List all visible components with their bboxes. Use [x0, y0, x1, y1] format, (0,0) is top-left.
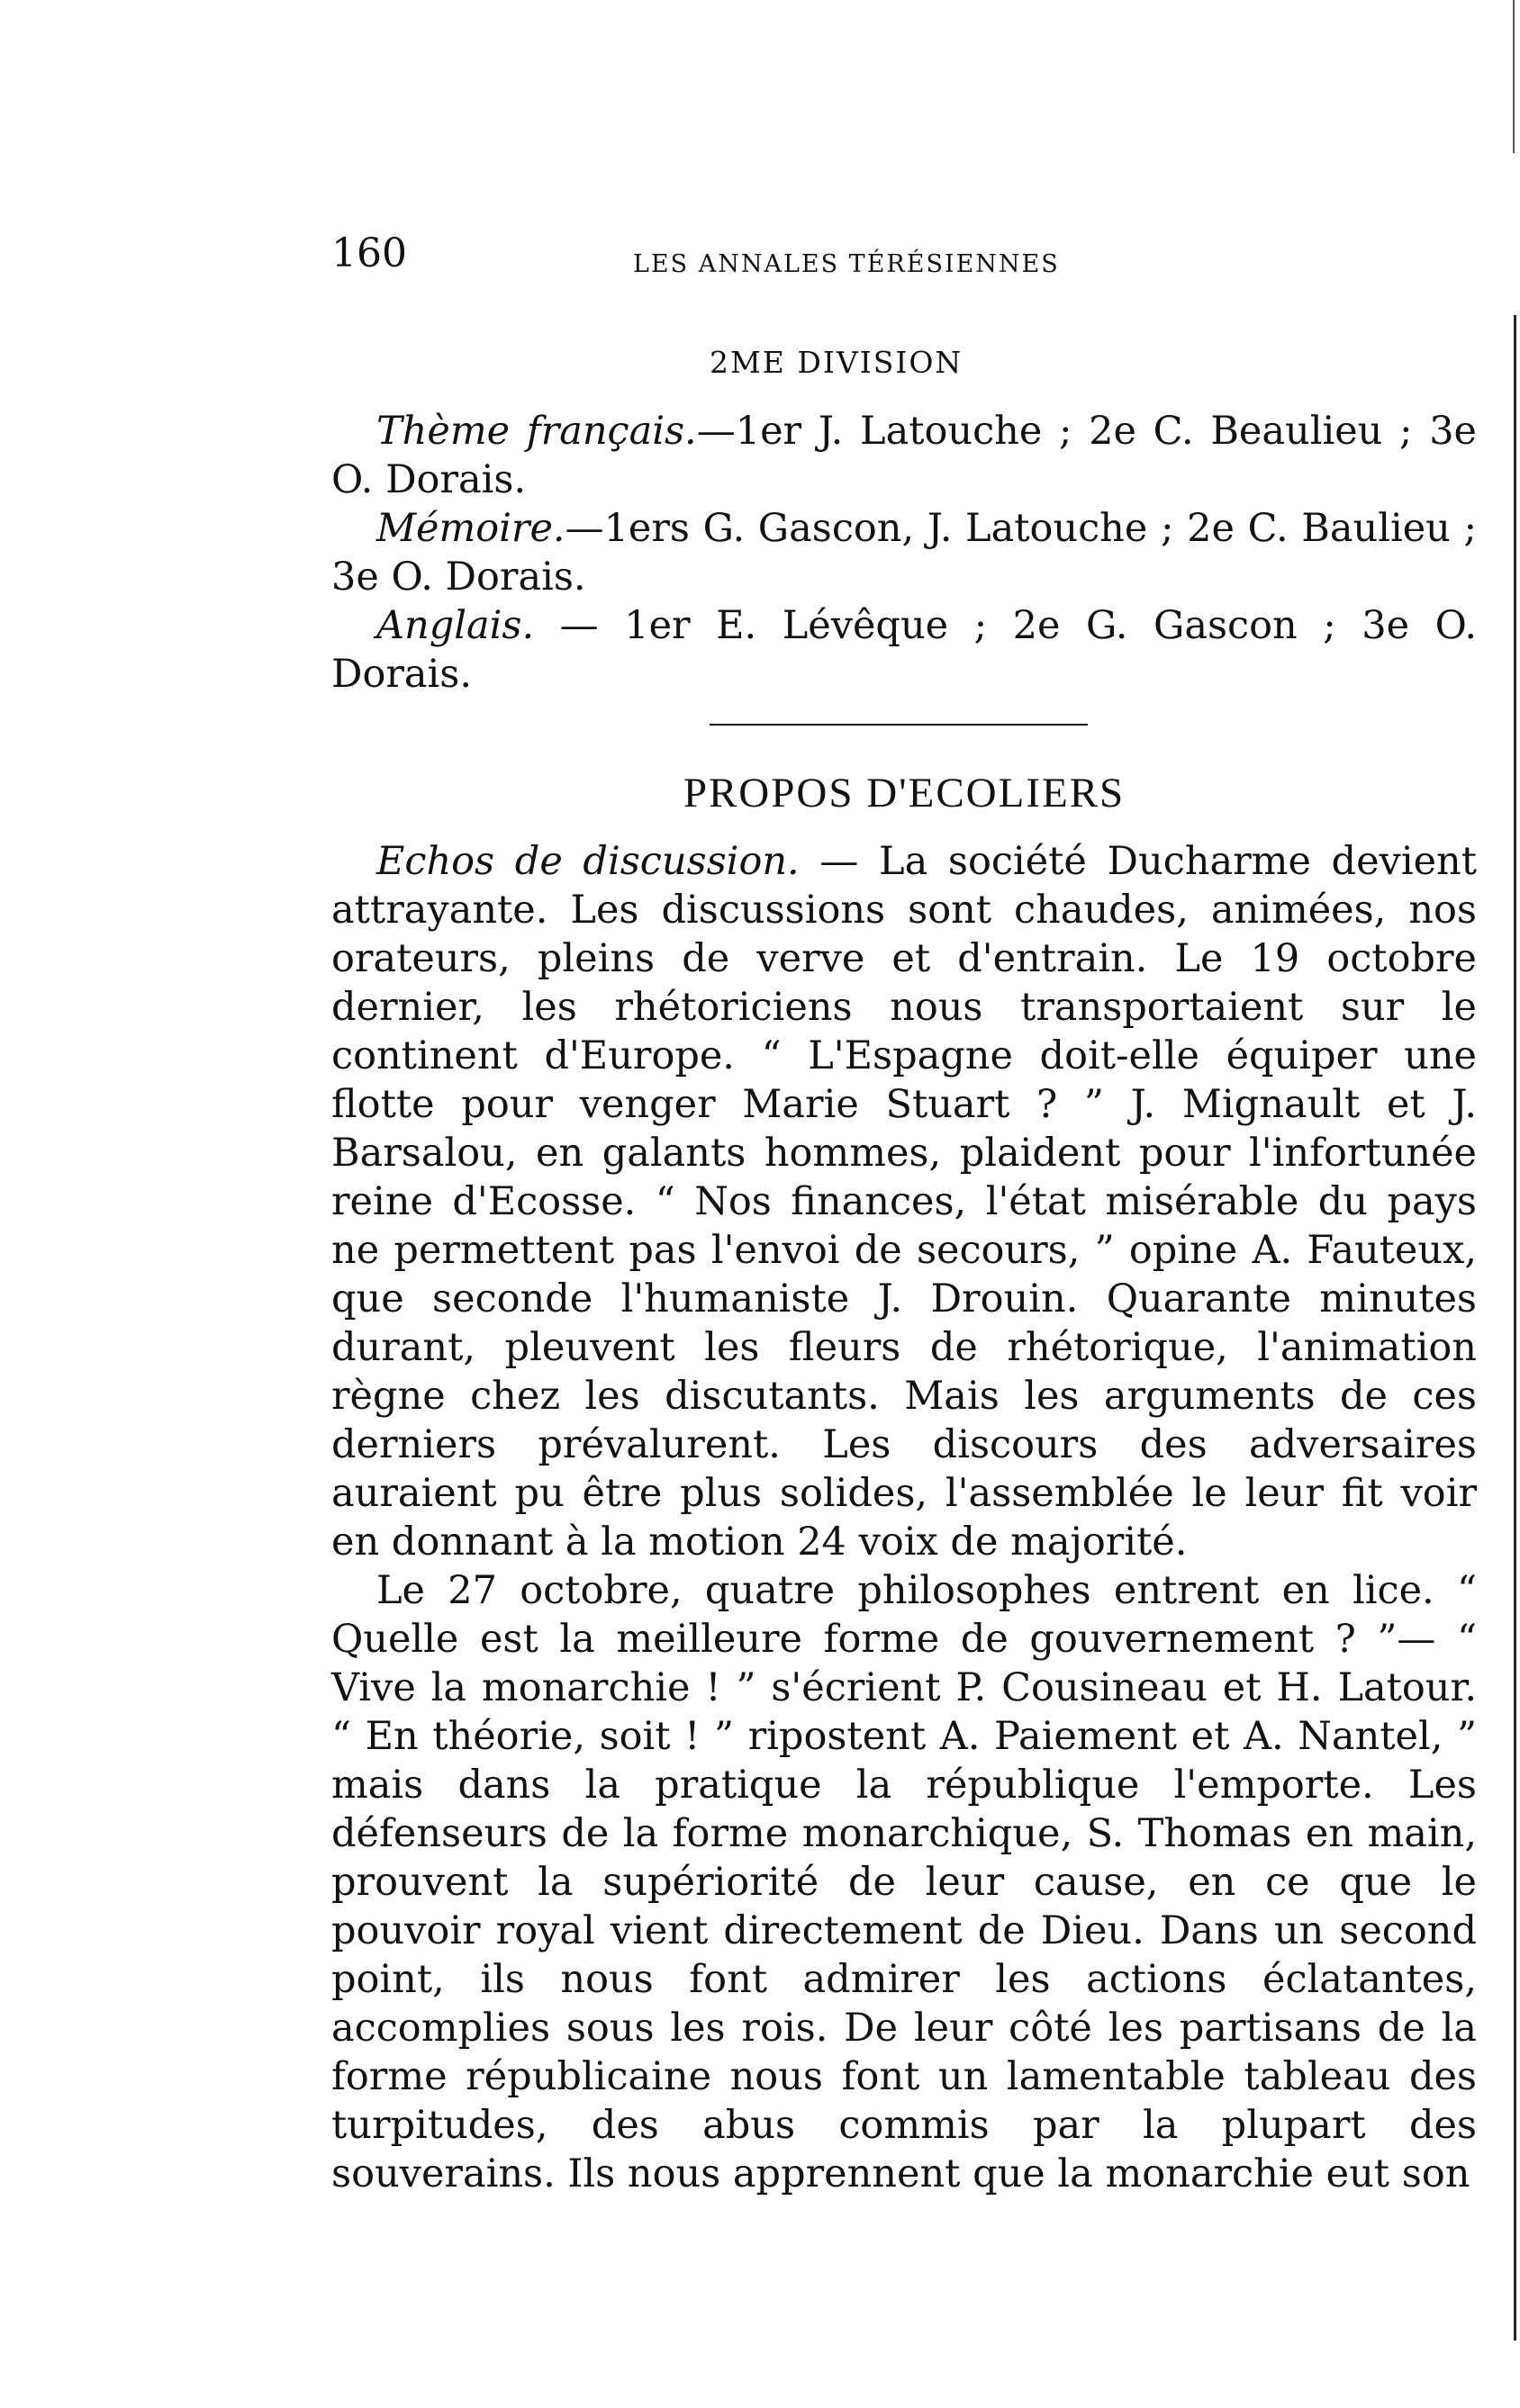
paragraph-lead: Echos de discussion.: [376, 839, 800, 884]
section-title: PROPOS D'ECOLIERS: [683, 770, 1126, 816]
result-text: —1er J. Latouche ; 2e C. Beaulieu ; 3e O. Dorais.: [331, 409, 1478, 502]
page-number: 160: [331, 230, 407, 276]
result-subject: Thème français.: [376, 409, 697, 454]
result-theme-francais: [331, 407, 1477, 504]
page-body: [331, 338, 1477, 2198]
paragraph-text: — La société Ducharme devient attrayante. Les discussions sont chaudes, animées, nos orateurs, pleins de verve et d'entrain. Le 19 octobre dernier, les rhétoriciens nous transportaient sur le continent d'Europe. “ L'Espagne doit-elle équiper une flotte pour venger Marie Stuart ? ” J. Mignault et J. Barsalou, en galants hommes, plaident pour l'infortunée reine d'Ecosse. “ Nos finances, l'état misérable du pays ne permettent pas l'envoi de secours, ” opine A. Fauteux, que seconde l'humaniste J. Drouin. Quarante minutes durant, pleuvent les fleurs de rhétorique, l'animation règne chez les discutants. Mais les arguments de ces derniers prévalurent. Les discours des adversaires auraient pu être plus solides, l'assemblée le leur fit voir en donnant à la motion 24 voix de majorité.: [331, 839, 1477, 1565]
division-heading: 2ME DIVISION: [710, 345, 964, 380]
result-text: — 1er E. Lévêque ; 2e G. Gascon ; 3e O. Dorais.: [331, 603, 1477, 697]
page-edge: [1514, 315, 1516, 2340]
result-subject: Anglais.: [376, 603, 535, 648]
paragraph-27-octobre: Le 27 octobre, quatre philosophes entrent en lice. “ Quelle est la meilleure forme de gouvernement ? ”— “ Vive la monarchie ! ” s'écrient P. Cousineau et H. Latour. “ En théorie, soit ! ” ripostent A. Paiement et A. Nantel, ” mais dans la pratique la république l'emporte. Les défenseurs de la forme monarchique, S. Thomas en main, prouvent la supériorité de leur cause, en ce que le pouvoir royal vient directement de Dieu. Dans un second point, ils nous font admirer les actions éclatantes, accomplies sous les rois. De leur côté les partisans de la forme républicaine nous font un lamentable tableau des turpitudes, des abus commis par la plupart des souverains. Ils nous apprennent que la monarchie eut son: [331, 1568, 1477, 2196]
running-head: [331, 230, 1169, 293]
section-divider: [710, 724, 1088, 726]
page-edge-top: [1513, 0, 1515, 153]
result-text: —1ers G. Gascon, J. Latouche ; 2e C. Baulieu ; 3e O. Dorais.: [331, 506, 1477, 600]
paragraph-echos: [331, 837, 1477, 1566]
running-title: LES ANNALES TÉRÉSIENNES: [633, 250, 1060, 278]
result-memoire: [331, 504, 1477, 601]
result-anglais: [331, 601, 1477, 699]
result-subject: Mémoire.: [376, 506, 565, 551]
